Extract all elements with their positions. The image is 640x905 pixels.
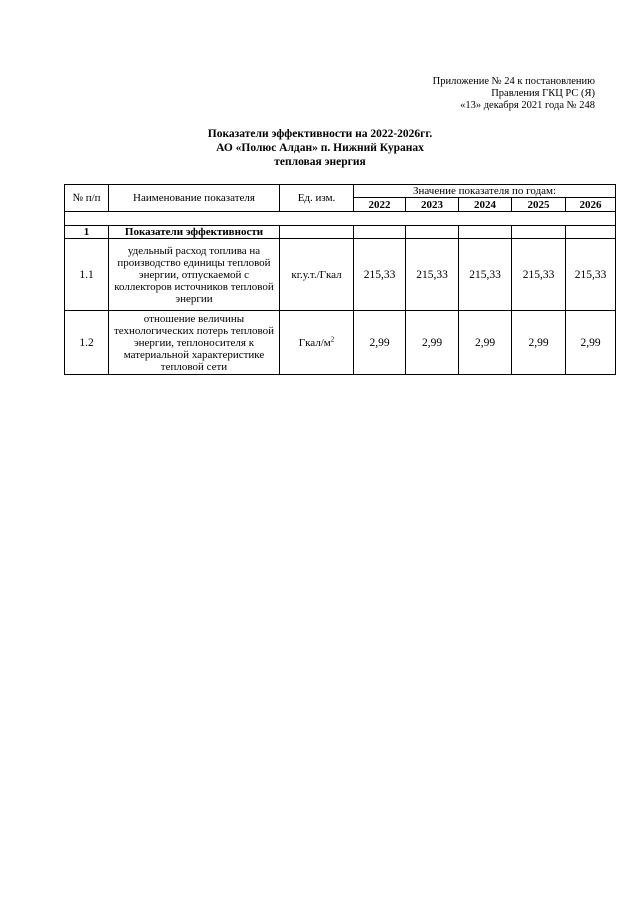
row-value-2026: 2,99 [566, 311, 616, 375]
row-unit-main: Гкал/м [298, 336, 331, 349]
title-line-1: Показатели эффективности на 2022-2026гг. [207, 128, 433, 140]
row-value-2024: 215,33 [459, 239, 512, 311]
appendix-line-1: Приложение № 24 к постановлению [432, 76, 595, 87]
row-unit [280, 311, 354, 375]
header-name: Наименование показателя [109, 185, 280, 212]
section-num: 1 [65, 226, 109, 239]
row-value-2023: 215,33 [406, 239, 459, 311]
header-year-2023: 2023 [406, 198, 459, 212]
header-year-2026: 2026 [566, 198, 616, 212]
row-value-2022: 2,99 [354, 311, 406, 375]
document-title [0, 127, 640, 169]
row-num: 1.1 [65, 239, 109, 311]
row-value-2022: 215,33 [354, 239, 406, 311]
section-empty-cell [459, 226, 512, 239]
header-num: № п/п [65, 185, 109, 212]
section-empty-cell [566, 226, 616, 239]
section-empty-cell [354, 226, 406, 239]
indicators-table [64, 184, 616, 375]
table-row [65, 311, 616, 375]
table-row [65, 239, 616, 311]
row-unit-superscript: 2 [330, 334, 335, 343]
header-values-group: Значение показателя по годам: [354, 185, 616, 198]
appendix-line-3: «13» декабря 2021 года № 248 [460, 100, 595, 111]
spacer-cell [65, 212, 616, 226]
row-value-2025: 2,99 [512, 311, 566, 375]
header-year-2022: 2022 [354, 198, 406, 212]
header-year-2024: 2024 [459, 198, 512, 212]
row-name: отношение величины технологических потерь тепловой энергии, теплоносителя к материальной характеристике тепловой сети [109, 311, 280, 375]
header-row-1 [65, 185, 616, 198]
row-value-2024: 2,99 [459, 311, 512, 375]
title-line-2: АО «Полюс Алдан» п. Нижний Куранах [216, 142, 424, 154]
section-empty-cell [280, 226, 354, 239]
header-unit: Ед. изм. [280, 185, 354, 212]
title-line-3: тепловая энергия [274, 156, 366, 168]
row-name: удельный расход топлива на производство единицы тепловой энергии, отпускаемой с коллекторов источников тепловой энергии [109, 239, 280, 311]
row-value-2025: 215,33 [512, 239, 566, 311]
section-empty-cell [406, 226, 459, 239]
spacer-row [65, 212, 616, 226]
row-value-2023: 2,99 [406, 311, 459, 375]
section-empty-cell [512, 226, 566, 239]
section-name: Показатели эффективности [109, 226, 280, 239]
appendix-note [433, 76, 595, 112]
row-value-2026: 215,33 [566, 239, 616, 311]
row-unit: кг.у.т./Гкал [280, 239, 354, 311]
header-year-2025: 2025 [512, 198, 566, 212]
section-row [65, 226, 616, 239]
appendix-line-2: Правления ГКЦ РС (Я) [491, 88, 595, 99]
row-num: 1.2 [65, 311, 109, 375]
